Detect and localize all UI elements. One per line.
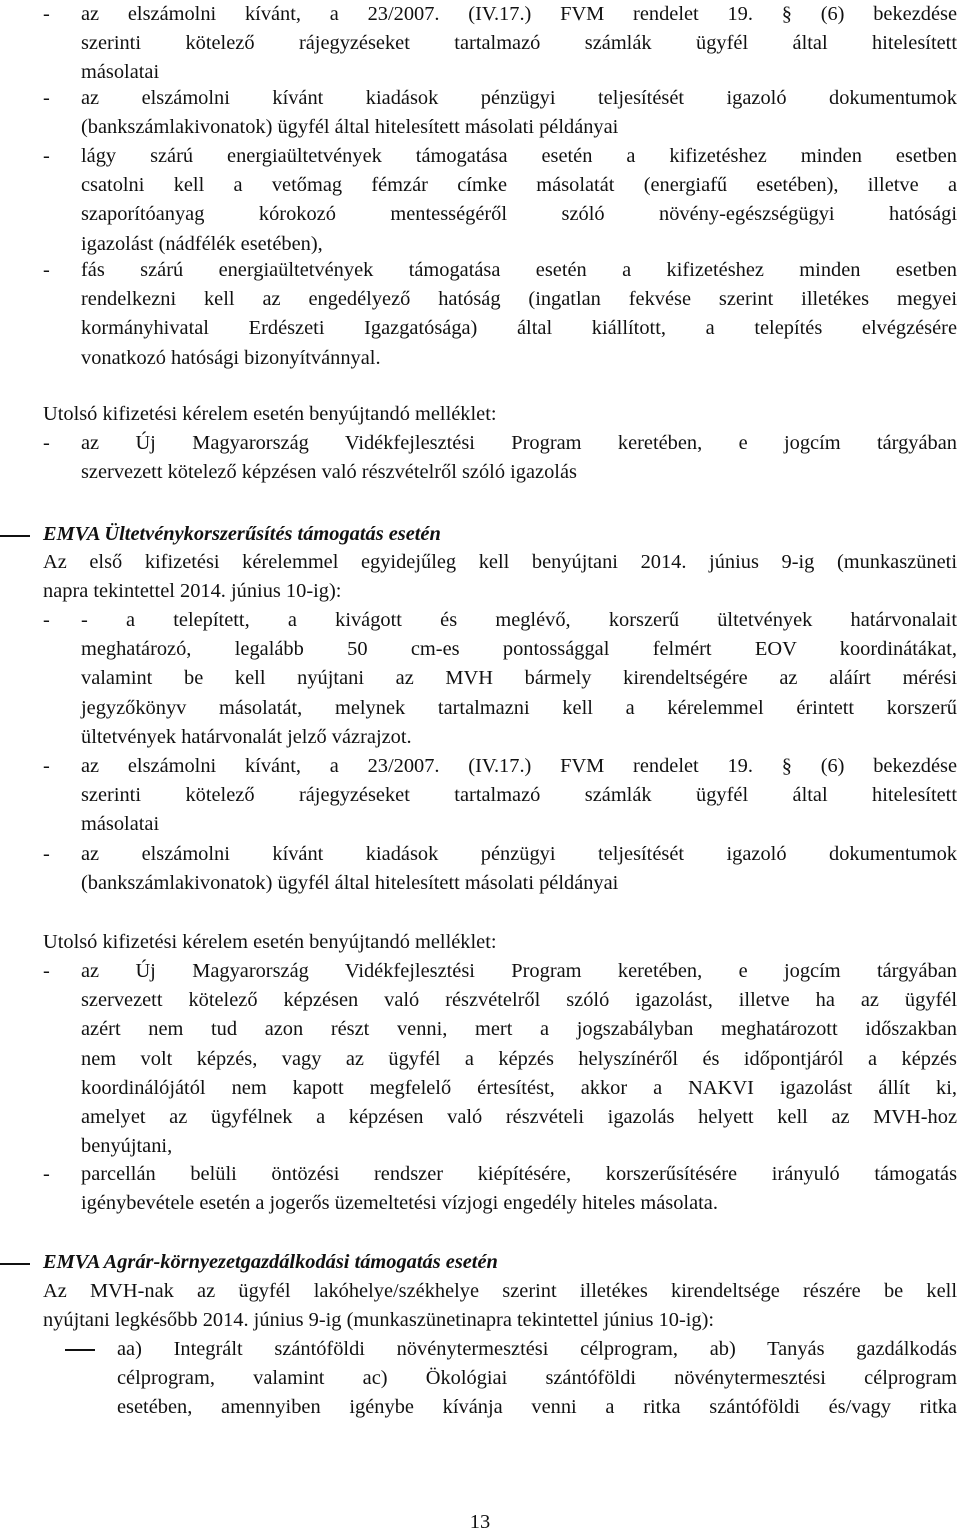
list-dash: - [43,259,50,281]
text-line: - a telepített, a kivágott és meglévő, korszerű ültetvények határvonalait [81,609,957,631]
text-line: az Új Magyarország Vidékfejlesztési Program keretében, e jogcím tárgyában [81,960,957,982]
text-line: szaporítóanyag kórokozó mentességéről szóló növény-egészségügyi hatósági [81,203,957,226]
text-line: napra tekintettel 2014. június 10-ig): [43,580,342,603]
text-line: igénybevétele esetén a jogerős üzemeltetési vízjogi engedély hiteles másolata. [81,1192,718,1215]
text-line: ültetvények határvonalát jelző vázrajzot. [81,725,412,748]
section-heading [43,520,957,549]
text-line: benyújtani, [81,1135,173,1158]
section-title: EMVA Agrár-környezetgazdálkodási támogatás esetén [43,1251,498,1273]
text-line: az elszámolni kívánt, a 23/2007. (IV.17.) FVM rendelet 19. § (6) bekezdése [81,3,957,25]
text-line: Az első kifizetési kérelemmel egyidejűleg kell benyújtani 2014. június 9-ig (munkaszüneti [43,551,957,573]
em-dash-bullet [65,1349,95,1351]
list-item [117,1335,957,1423]
list-dash: - [43,609,50,631]
text-line: nem volt képzés, vagy az ügyfél a képzés helyszínéről és időpontjáról a képzés [81,1047,957,1070]
list-item [43,84,957,142]
text-line: esetében, amennyiben igénybe kívánja venni a ritka szántóföldi és/vagy ritka [117,1396,957,1419]
text-line: az elszámolni kívánt kiadások pénzügyi teljesítését igazoló dokumentumok [81,87,957,109]
list-dash: - [43,843,50,865]
text-line: meghatározó, legalább 50 cm-es pontossággal felmért EOV koordinátákat, [81,638,957,661]
text-line: másolatai [81,61,160,84]
list-item [43,256,957,373]
page-number: 13 [469,1511,491,1533]
section-title: EMVA Ültetvénykorszerűsítés támogatás esetén [43,523,441,545]
text-line: célprogram, valamint ac) Ökológiai szántóföldi növénytermesztési célprogram [117,1367,957,1390]
paragraph [43,1277,957,1335]
list-dash: - [43,432,50,454]
text-line: nyújtani legkésőbb 2014. június 9-ig (munkaszünetinapra tekintettel június 10-ig): [43,1309,715,1332]
list-item [43,752,957,840]
text-line: parcellán belüli öntözési rendszer kiépítésére, korszerűsítésére irányuló támogatás [81,1163,957,1185]
text-line: amelyet az ügyfélnek a képzésen való részvételi igazolás helyett kell az MVH-hoz [81,1106,957,1129]
list-item [43,429,957,487]
em-dash-bullet [0,1263,30,1265]
text-line: szerinti kötelező rájegyzéseket tartalmazó számlák ügyfél által hitelesített [81,784,957,807]
list-item [43,957,957,1161]
text-line: fás szárú energiaültetvények támogatása esetén a kifizetéshez minden esetben [81,259,957,281]
list-dash: - [43,87,50,109]
list-item [43,142,957,259]
text-line: aa) Integrált szántóföldi növénytermesztési célprogram, ab) Tanyás gazdálkodás [117,1338,957,1360]
list-item [43,840,957,898]
text-line: (bankszámlakivonatok) ügyfél által hitelesített másolati példányai [81,872,619,895]
list-item [43,0,957,88]
text-line: szerinti kötelező rájegyzéseket tartalmazó számlák ügyfél által hitelesített [81,32,957,55]
list-dash: - [43,3,50,25]
em-dash-bullet [0,535,30,537]
text-line: (bankszámlakivonatok) ügyfél által hitelesített másolati példányai [81,116,619,139]
list-item [43,1160,957,1218]
text-line: az elszámolni kívánt, a 23/2007. (IV.17.) FVM rendelet 19. § (6) bekezdése [81,755,957,777]
text-line: vonatkozó hatósági bizonyítvánnyal. [81,346,381,369]
text-line: igazolást (nádfélék esetében), [81,232,323,255]
section-heading [43,1248,957,1277]
text-line: szervezett kötelező képzésen való részvételről szóló igazolás [81,461,577,484]
text-line: másolatai [81,813,160,836]
list-dash: - [43,960,50,982]
text-line: rendelkezni kell az engedélyező hatóság (ingatlan fekvése szerint illetékes megyei [81,288,957,311]
paragraph [43,548,957,606]
text-line: koordinálójától nem kapott megfelelő értesítést, akkor a NAKVI igazolást állít ki, [81,1076,957,1099]
list-dash: - [43,755,50,777]
text-line: kormányhivatal Erdészeti Igazgatósága) által kiállított, a telepítés elvégzésére [81,317,957,340]
list-dash: - [43,1163,50,1185]
list-item [43,606,957,752]
text-line: csatolni kell a vetőmag fémzár címke másolatát (energiafű esetében), illetve a [81,174,957,197]
list-dash: - [43,145,50,167]
paragraph-intro: Utolsó kifizetési kérelem esetén benyújtandó melléklet: [43,403,497,425]
text-line: jegyzőkönyv másolatát, melynek tartalmazni kell a kérelemmel érintett korszerű [81,696,957,719]
text-line: az elszámolni kívánt kiadások pénzügyi teljesítését igazoló dokumentumok [81,843,957,865]
text-line: Az MVH-nak az ügyfél lakóhelye/székhelye szerint illetékes kirendeltsége részére be kell [43,1280,957,1302]
text-line: lágy szárú energiaültetvények támogatása esetén a kifizetéshez minden esetben [81,145,957,167]
text-line: azért nem tud azon részt venni, mert a jogszabályban meghatározott időszakban [81,1018,957,1041]
paragraph-intro: Utolsó kifizetési kérelem esetén benyújtandó melléklet: [43,931,497,953]
text-line: az Új Magyarország Vidékfejlesztési Program keretében, e jogcím tárgyában [81,432,957,454]
text-line: szervezett kötelező képzésen való részvételről szóló igazolást, illetve ha az ügyfél [81,989,957,1012]
text-line: valamint be kell nyújtani az MVH bármely kirendeltségére az aláírt mérési [81,667,957,690]
